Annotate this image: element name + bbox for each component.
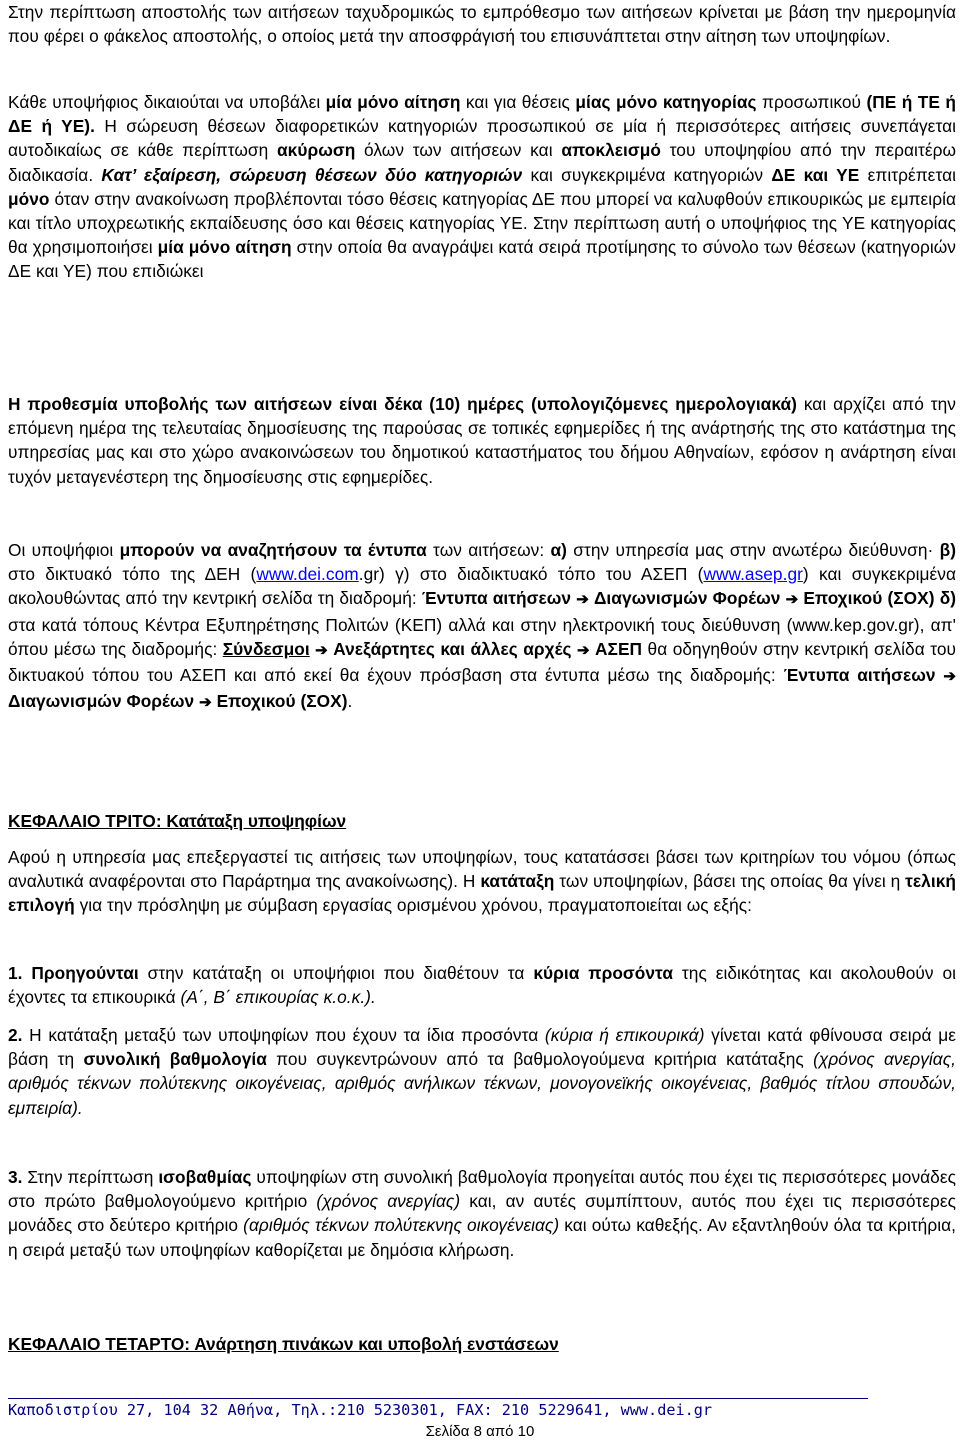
dei-link[interactable]: www.dei.com	[256, 564, 359, 585]
footer-divider	[8, 1398, 868, 1399]
ranking-rule-3: 3. Στην περίπτωση ισοβαθμίας υποψηφίων στη συνολική βαθμολογία προηγείται αυτός που έχει τις περισσότερες μονάδες στο πρώτο βαθμολογούμενο κριτήριο (χρόνος ανεργίας) και, αν αυτές συμπίπτουν, αυτός που έχει τις περισσότερες μονάδες στο δεύτερο κριτήριο (αριθμός τέκνων πολύτεκνης οικογένειας) και ούτω καθεξής. Αν εξαντληθούν όλα τα κριτήρια, η σειρά μεταξύ των υποψηφίων καθορίζεται με δημόσια κλήρωση.	[8, 1167, 957, 1260]
footer-address: Καποδιστρίου 27, 104 32 Αθήνα, Τηλ.:210 5230301, FAX: 210 5229641, www.dei.gr	[8, 1401, 713, 1419]
arrow-right-icon: ➔	[576, 591, 589, 609]
chapter-three-heading: ΚΕΦΑΛΑΙΟ ΤΡΙΤΟ: Κατάταξη υποψηφίων	[8, 811, 347, 831]
paragraph-forms: Οι υποψήφιοι μπορούν να αναζητήσουν τα έντυπα των αιτήσεων: α) στην υπηρεσία μας στην ανωτέρω διεύθυνση· β) στο δικτυακό τόπο της ΔΕΗ (www.dei.com.gr) γ) στο διαδικτυακό τόπο του ΑΣΕΠ (www.asep.gr) και συγκεκριμένα ακολουθώντας από την κεντρική σελίδα τη διαδρομή: Έντυπα αιτήσεων ➔ Διαγωνισμών Φορέων ➔ Εποχικού (ΣΟΧ) δ) στα κατά τόπους Κέντρα Εξυπηρέτησης Πολιτών (ΚΕΠ) αλλά και στην ηλεκτρονική τους διεύθυνση (www.kep.gov.gr), απ' όπου μέσω της διαδρομής: Σύνδεσμοι ➔ Ανεξάρτητες και άλλες αρχές ➔ ΑΣΕΠ θα οδηγηθούν στην κεντρική σελίδα του δικτυακού τόπου του ΑΣΕΠ και από εκεί θα έχουν πρόσβαση στα έντυπα μέσω της διαδρομής: Έντυπα αιτήσεων ➔ Διαγωνισμών Φορέων ➔ Εποχικού (ΣΟΧ).	[8, 540, 957, 712]
arrow-right-icon: ➔	[199, 694, 212, 712]
chapter-four-heading: ΚΕΦΑΛΑΙΟ ΤΕΤΑΡΤΟ: Ανάρτηση πινάκων και υποβολή ενστάσεων	[8, 1334, 559, 1354]
arrow-right-icon: ➔	[576, 641, 590, 659]
arrow-right-icon: ➔	[315, 641, 328, 659]
page-number: Σελίδα 8 από 10	[425, 1423, 535, 1440]
paragraph-postal-submission: Στην περίπτωση αποστολής των αιτήσεων ταχυδρομικώς το εμπρόθεσμο των αιτήσεων κρίνεται με βάση την ημερομηνία που φέρει ο φάκελος αποστολής, ο οποίος μετά την αποσφράγισή του επισυνάπτεται στην αίτηση των υποψηφίων.	[8, 2, 956, 47]
ranking-rule-2: 2. Η κατάταξη μεταξύ των υποψηφίων που έχουν τα ίδια προσόντα (κύρια ή επικουρικά) γίνεται κατά φθίνουσα σειρά με βάση τη συνολική βαθμολογία που συγκεντρώνουν από τα βαθμολογούμενα κριτήρια κατάταξης (χρόνος ανεργίας, αριθμός τέκνων πολύτεκνης οικογένειας, αριθμός ανήλικων τέκνων, μονογονεϊκής οικογένειας, βαθμός τίτλου σπουδών, εμπειρία).	[8, 1025, 957, 1118]
arrow-right-icon: ➔	[785, 591, 799, 609]
paragraph-single-application: Κάθε υποψήφιος δικαιούται να υποβάλει μία μόνο αίτηση και για θέσεις μίας μόνο κατηγορίας προσωπικού (ΠΕ ή ΤΕ ή ΔΕ ή ΥΕ). Η σώρευση θέσεων διαφορετικών κατηγοριών προσωπικού σε μία ή περισσότερες αιτήσεις συνεπάγεται αυτοδικαίως σε κάθε περίπτωση ακύρωση όλων των αιτήσεων και αποκλεισμό του υποψηφίου από την περαιτέρω διαδικασία. Κατ’ εξαίρεση, σώρευση θέσεων δύο κατηγοριών και συγκεκριμένα κατηγοριών ΔΕ και ΥΕ επιτρέπεται μόνο όταν στην ανακοίνωση προβλέπονται τόσο θέσεις κατηγορίας ΔΕ που μπορεί να καλυφθούν επικουρικώς με εμπειρία και τίτλο υποχρεωτικής εκπαίδευσης όσο και θέσεις κατηγορίας ΥΕ. Στην περίπτωση αυτή ο υποψήφιος της ΥΕ κατηγορίας θα χρησιμοποιήσει μία μόνο αίτηση στην οποία θα αναγράψει κατά σειρά προτίμησης το σύνολο των θέσεων (κατηγοριών ΔΕ και ΥΕ) που επιδιώκει	[8, 92, 957, 282]
ranking-rule-1: 1. Προηγούνται στην κατάταξη οι υποψήφιοι που διαθέτουν τα κύρια προσόντα της ειδικότητας και ακολουθούν οι έχοντες τα επικουρικά (Α΄, Β΄ επικουρίας κ.ο.κ.).	[8, 963, 956, 1008]
asep-link[interactable]: www.asep.gr	[703, 564, 803, 585]
paragraph-deadline: Η προθεσμία υποβολής των αιτήσεων είναι δέκα (10) ημέρες (υπολογιζόμενες ημερολογιακά) και αρχίζει από την επόμενη ημέρα της τελευταίας δημοσίευσης της παρούσας σε τοπικές εφημερίδες ή της ανάρτησής της στο κατάστημα της υπηρεσίας μας και στο χώρο ανακοινώσεων του δημοτικού καταστήματος του δήμου Αθηναίων, εφόσον η ανάρτηση είναι τυχόν μεταγενέστερη της δημοσίευσης στις εφημερίδες.	[8, 394, 956, 487]
arrow-right-icon: ➔	[943, 668, 956, 686]
paragraph-ranking-intro: Αφού η υπηρεσία μας επεξεργαστεί τις αιτήσεις των υποψηφίων, τους κατατάσσει βάσει των κριτηρίων του νόμου (όπως αναλυτικά αναφέρονται στο Παράρτημα της ανακοίνωσης). Η κατάταξη των υποψηφίων, βάσει της οποίας θα γίνει η τελική επιλογή για την πρόσληψη με σύμβαση εργασίας ορισμένου χρόνου, πραγματοποιείται ως εξής:	[8, 847, 956, 916]
